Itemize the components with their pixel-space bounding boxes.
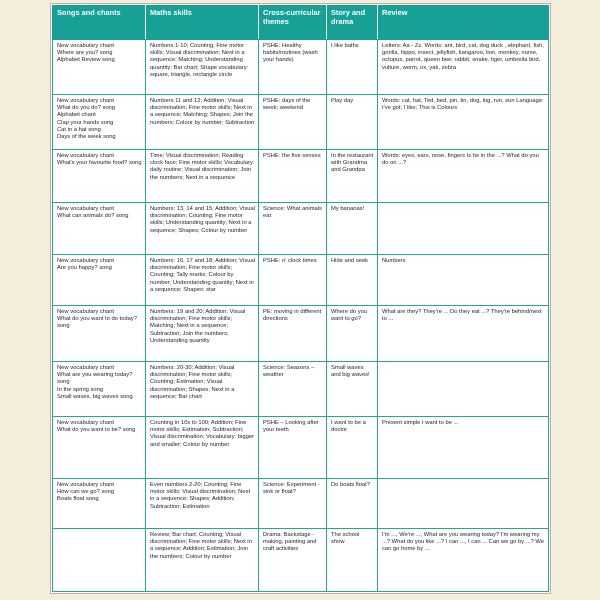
header-maths: Maths skills <box>146 6 259 40</box>
cell-maths: Numbers 1-10; Counting; Fine motor skills; Visual discrimination; Next in a sequence; Matching; Understanding quantity; Bar chart; Shape vocabulary: square, triangle, rectangle circle <box>146 40 259 95</box>
cell-story: Small waves and big waves! <box>327 362 378 417</box>
cell-songs <box>53 40 146 95</box>
song-line: Clap your hands song <box>57 119 114 126</box>
cell-review <box>378 203 549 255</box>
header-review: Review <box>378 6 549 40</box>
cell-story: Hide and seek <box>327 255 378 306</box>
cell-maths: Time; Visual discrimination; Reading clock face; Fine motor skills; Vocabulary: daily routine; Visual discrimination; Join the numbers; Next in a sequence <box>146 150 259 203</box>
cell-songs <box>53 362 146 417</box>
song-line: What are you wearing today? song <box>57 372 133 386</box>
song-line: New vocabulary chant <box>57 206 115 212</box>
cell-cross-curricular: PSHE: Healthy habits/routines (wash your hands) <box>259 40 327 95</box>
table-row <box>53 417 549 479</box>
cell-songs <box>53 255 146 306</box>
song-line: New vocabulary chant <box>57 420 115 426</box>
curriculum-sheet <box>50 3 551 594</box>
cell-story: Do boats float? <box>327 479 378 529</box>
header-cross-curricular: Cross-curricular themes <box>259 6 327 40</box>
cell-story: I like baths <box>327 40 378 95</box>
cell-review: Letters: Aa - Zz. Words: ant, bird, cat, dog duck , elephant, fish, gorilla, hippo, insect, jellyfish, kangaroo, lion, monkey, nurse, octopus, parrot, queen bee; rabbit, snake, tiger, umbrella bird, vulture, worm, ox, yak, zebra <box>378 40 549 95</box>
song-line: In the spring song <box>57 386 104 393</box>
cell-cross-curricular: PSHE: o' clock times <box>259 255 327 306</box>
table-row <box>53 362 549 417</box>
song-line: Cat in a hat song <box>57 126 101 133</box>
header-songs: Songs and chants <box>53 6 146 40</box>
cell-songs <box>53 417 146 479</box>
table-row <box>53 203 549 255</box>
table-row <box>53 40 549 95</box>
cell-cross-curricular: PSHE – Looking after your teeth <box>259 417 327 479</box>
cell-maths: Numbers 11 and 12; Addition; Visual discrimination; Fine motor skills; Next in a sequence; Matching; Shapes; Join the numbers; Colour by number; Subtraction <box>146 95 259 150</box>
song-line: What can animals do? song <box>57 213 129 220</box>
curriculum-table <box>52 5 549 592</box>
cell-maths: Counting in 10s to 100; Addition; Fine motor skills; Estimation; Subtraction; Visual discrimination; Vocabulary: bigger and smaller; Colour by number <box>146 417 259 479</box>
cell-review: Present simple I want to be ... <box>378 417 549 479</box>
cell-songs <box>53 95 146 150</box>
cell-songs <box>53 306 146 362</box>
cell-cross-curricular: Science: What animals eat <box>259 203 327 255</box>
cell-maths: Review; Bar chart; Counting; Visual discrimination; Fine motor skills; Next in a sequence; Addition; Estimation; Join the numbers; Colour by number <box>146 529 259 592</box>
song-line: What's your favourite food? song <box>57 160 142 167</box>
table-row <box>53 529 549 592</box>
song-line: Alphabet chant <box>57 112 96 119</box>
cell-maths: Numbers: 13, 14 and 15; Addition; Visual discrimination; Counting; Fine motor skills; Understanding quantity; Next in a sequence; Shapes; Colour by number <box>146 203 259 255</box>
cell-review <box>378 479 549 529</box>
cell-story: Play day <box>327 95 378 150</box>
cell-review: I'm ..., We're ..., What are you wearing today? I'm wearing my ...? What do you like ...? I can ..., I can ... Can we go by ...? We can go home by ... <box>378 529 549 592</box>
cell-cross-curricular: Science: Experiment - sink or float? <box>259 479 327 529</box>
cell-review <box>378 362 549 417</box>
cell-songs <box>53 150 146 203</box>
table-row <box>53 479 549 529</box>
cell-review: Numbers <box>378 255 549 306</box>
cell-maths: Even numbers 2-20; Counting; Fine motor skills; Visual discrimination; Next in a sequence; Shapes; Addition; Subtraction; Estimation <box>146 479 259 529</box>
table-row <box>53 306 549 362</box>
song-line: What do you want to do today? song <box>57 316 137 330</box>
cell-maths: Numbers: 20-30; Addition; Visual discrimination; Fine motor skills; Counting; Estimation; Visual discrimination; Shapes; Next in a sequence; Bar chart <box>146 362 259 417</box>
header-story: Story and drama <box>327 6 378 40</box>
table-row <box>53 95 549 150</box>
song-line: Are you happy? song <box>57 265 112 272</box>
cell-maths: Numbers: 19 and 20; Addition; Visual discrimination; Fine motor skills; Matching; Next in a sequence; Subtraction; Join the numbers; Understanding quantity <box>146 306 259 362</box>
cell-story: The school show <box>327 529 378 592</box>
song-line: What do you do? song <box>57 105 116 112</box>
song-line: New vocabulary chant <box>57 153 115 159</box>
cell-cross-curricular: Drama: Backstage - making, painting and craft activities <box>259 529 327 592</box>
cell-cross-curricular: Science: Seasons – weather <box>259 362 327 417</box>
song-line: New vocabulary chant <box>57 309 115 315</box>
header-row <box>53 6 549 40</box>
song-line: New vocabulary chant <box>57 482 115 488</box>
song-line: Small waves, big waves song <box>57 393 133 400</box>
cell-cross-curricular: PE: moving in different directions <box>259 306 327 362</box>
cell-songs <box>53 479 146 529</box>
cell-story: I want to be a doctor <box>327 417 378 479</box>
cell-songs <box>53 529 146 592</box>
song-line: Where are you? song <box>57 50 113 57</box>
song-line: Boats float song <box>57 496 99 503</box>
song-line: New vocabulary chant <box>57 258 115 264</box>
cell-songs <box>53 203 146 255</box>
cell-maths: Numbers: 16, 17 and 18; Addition; Visual discrimination; Fine motor skills; Counting; Tally marks; Colour by number; Understanding quantity; Next in a sequence; Shapes: star <box>146 255 259 306</box>
song-line: Days of the week song <box>57 134 116 141</box>
table-row <box>53 255 549 306</box>
table-row <box>53 150 549 203</box>
cell-review: Words: cat, hat, Ted, bed, pin, tin, dog, log, run, sun Language: I've got; I like; This is Colours <box>378 95 549 150</box>
song-line: New vocabulary chant <box>57 98 115 104</box>
cell-cross-curricular: PSHE: days of the week; weekend <box>259 95 327 150</box>
cell-review: What are they? They're ... Do they eat ...? They're behind/next to ... <box>378 306 549 362</box>
song-line: Alphabet Review song <box>57 57 115 64</box>
cell-story: In the restaurant with Grandma and Grandpa <box>327 150 378 203</box>
song-line: New vocabulary chant <box>57 43 115 49</box>
song-line: What do you want to be? song <box>57 427 136 434</box>
cell-cross-curricular: PSHE: the five senses <box>259 150 327 203</box>
cell-story: My bananas! <box>327 203 378 255</box>
song-line: How can we go? song <box>57 489 115 496</box>
cell-review: Words: eyes, ears, nose, fingers Is he in the ...? What do you do on ...? <box>378 150 549 203</box>
song-line: New vocabulary chant <box>57 365 115 371</box>
cell-story: Where do you want to go? <box>327 306 378 362</box>
